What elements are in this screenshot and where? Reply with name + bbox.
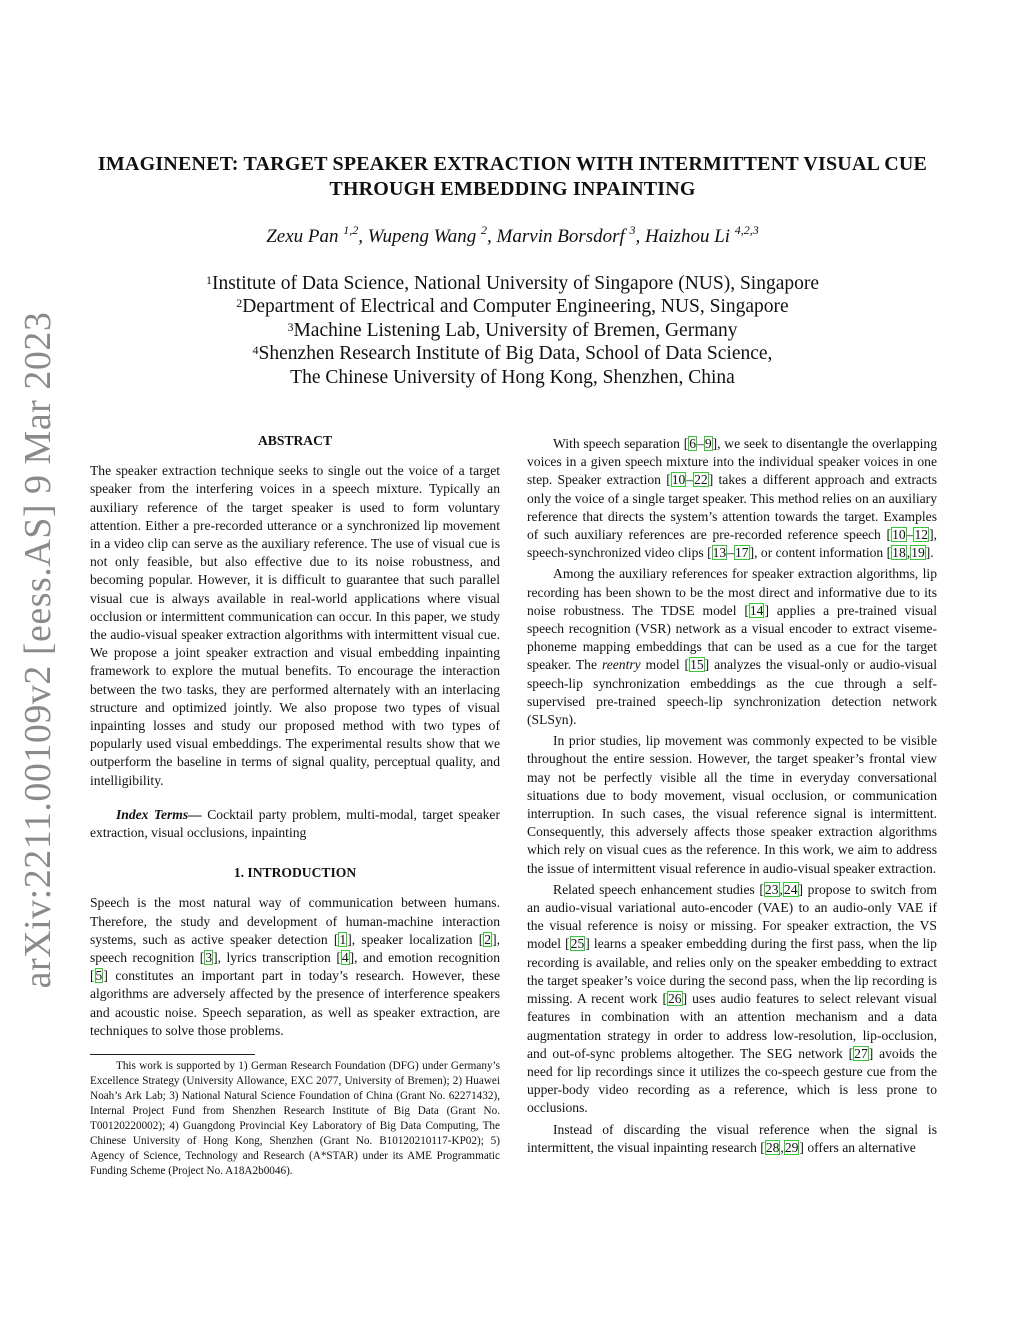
affiliation-text: The Chinese University of Hong Kong, Shenzhen, China (290, 366, 735, 388)
abstract-text: The speaker extraction technique seeks to single out the voice of a target speaker from the interfering voices in a speech mixture. Typically an auxiliary reference of the target speaker is used to form voluntary attention. Either a pre-recorded utterance or a synchronized lip movement in a video clip can serve as the auxiliary reference. The use of visual cue is not only feasible, but also effective due to its noise robustness, and becoming popular. However, it is difficult to guarantee that such parallel visual cue is always available in real-world applications where visual occlusion or intermittent communication can occur. In this paper, we study the audio-visual speaker extraction algorithms with intermittent visual cue. We propose a joint speaker extraction and visual embedding inpainting framework to explore the mutual benefits. To encourage the interaction between the two tasks, they are performed alternately with an interlacing structure and optimized jointly. We also propose two types of visual inpainting losses and study our proposed method with two types of popularly used visual embeddings. The experimental results show that we outperform the baseline in terms of signal quality, perceptual quality, and intelligibility. (90, 463, 500, 788)
abstract-heading: ABSTRACT (257, 433, 333, 448)
author-name: Wupeng Wang (367, 226, 482, 247)
citation-link[interactable]: 25 (570, 936, 585, 952)
arxiv-watermark (0, 311, 75, 989)
affiliation-text: Department of Electrical and Computer Engineering, NUS, Singapore (242, 296, 789, 318)
citation-link[interactable]: 13 (712, 545, 727, 561)
intro-paragraph: Speech is the most natural way of communication between humans. Therefore, the study and development of human-machine interaction systems, such as active speaker detection [1], speaker localization [2], speech recognition [3], lyrics transcription [4], and emotion recognition [5] constitutes an important part in today’s research. However, these algorithms are adversely affected by the presence of interference speakers and acoustic noise. Speech separation, as well as speaker extraction, are techniques to solve those problems. (90, 895, 500, 1038)
citation-link[interactable]: 6 (689, 436, 697, 451)
intro-heading: 1. INTRODUCTION (233, 865, 357, 881)
footnote: This work is supported by 1) German Research Foundation (DFG) under Germany’s Excellence Strategy (University Allowance, EXC 2077, University of Bremen); 2) Huawei Noah’s Ark Lab; 3) National Natural Science Foundation of China (Grant No. 62271432), Internal Project Fund from Shenzhen Research Institute of Big Data (Grant No. T00120220002); 4) Guangdong Provincial Key Laboratory of Big Data Computing, The Chinese University of Hong Kong, Shenzhen (Grant No. B10120210117-KP02); 5) Agency of Science, Technology and Research (A*STAR) under its AME Programmatic Funding Scheme (Project No. A18A2b0046). (90, 1060, 500, 1178)
citation-link[interactable]: 14 (749, 602, 764, 618)
body-paragraph: Among the auxiliary references for speaker extraction algorithms, lip recording has been shown to be the most direct and informative due to its noise robustness. The TDSE model [14] applies a pre-trained visual speech recognition (VSR) network as a visual encoder to extract viseme-phoneme mapping embeddings that can be used as a cue for the target speaker. The reentry model [15] analyzes the visual-only or audio-visual speech-lip synchronization embeddings as the cue through a self-supervised pre-trained speech-lip synchronization detection network (SLSyn). (527, 566, 937, 728)
affiliation-marker: 4 (252, 343, 259, 358)
author-list: Zexu Pan $^{1,2}$, Wupeng Wang $^2$, Marvin Borsdorf $^3$, Haizhou Li $^{4,2,3}$ (266, 223, 759, 247)
author-affiliation-marker: 1,2 (343, 223, 359, 237)
emphasis-text: reentry (601, 657, 641, 673)
citation-link[interactable]: 27 (854, 1045, 868, 1061)
footnote-rule (90, 1054, 255, 1055)
citation-link[interactable]: 19 (911, 545, 925, 561)
body-paragraph: Instead of discarding the visual reference when the signal is intermittent, the visual inpainting research [28,29] offers an alternative (527, 1121, 937, 1155)
affiliation-line (90, 366, 935, 389)
affiliation-marker: 2 (236, 296, 243, 311)
citation-link[interactable]: 18 (892, 545, 906, 561)
author-name: Zexu Pan (266, 226, 344, 247)
citation-link[interactable]: 17 (734, 545, 749, 561)
citation-link[interactable]: 10 (671, 472, 686, 488)
affiliation-line (90, 272, 935, 295)
index-terms-label: Index Terms— (116, 806, 202, 822)
citation-link[interactable]: 5 (95, 968, 103, 984)
citation-link[interactable]: 28 (765, 1139, 780, 1155)
author-name: Haizhou Li (645, 226, 735, 247)
right-column (527, 432, 937, 1157)
citation-link[interactable]: 2 (484, 931, 492, 947)
body-paragraph: In prior studies, lip movement was commonly expected to be visible throughout the entire session. However, the target speaker’s frontal view may not be perfectly visible all the time in everyday conversational situations due to body movement, visual occlusion, or communication interruption. In such cases, the visual reference signal is intermittent. Consequently, this adversely affects those speaker extraction algorithms which rely on visual cues as the reference. In this work, we aim to address the issue of intermittent visual reference in audio-visual speaker extraction. (527, 733, 937, 876)
affiliation-line (90, 342, 935, 365)
affiliation-text: Institute of Data Science, National University of Singapore (NUS), Singapore (211, 273, 820, 294)
affiliation-text: Machine Listening Lab, University of Bremen, Germany (293, 319, 738, 341)
citation-link[interactable]: 4 (341, 950, 349, 966)
affiliation-list (90, 272, 935, 389)
author-affiliation-marker: 4,2,3 (734, 223, 759, 237)
title-line-1: IMAGINENET: TARGET SPEAKER EXTRACTION WITH INTERMITTENT VISUAL CUE (97, 153, 928, 175)
body-paragraph: Related speech enhancement studies [23,24] propose to switch from an audio-visual variational auto-encoder (VAE) to an audio-only VAE if the visual reference is noisy or missing. For speaker extraction, the VS model [25] learns a speaker embedding during the first pass, when the lip recording is available, and relies only on the speaker embedding to extract the target speaker’s voice during the second pass, when the lip recording is missing. A recent work [26] uses audio features to select relevant visual features in combination with an attention mechanism and a data augmentation strategy in order to address low-resolution, lip-occlusion, and out-of-sync problems altogether. The SEG network [27] avoids the need for lip recordings since it utilizes the co-speech gesture cue from the upper-body video recording as a reference, which is less prone to occlusions. (527, 881, 938, 1116)
paper-title (90, 152, 935, 202)
left-column (90, 432, 500, 1179)
author-affiliation-marker: 3 (629, 223, 636, 237)
citation-link[interactable]: 10 (892, 527, 906, 543)
author-affiliation-marker: 2 (481, 223, 488, 237)
affiliation-line (90, 295, 935, 318)
citation-link[interactable]: 22 (694, 472, 708, 488)
affiliation-line (90, 319, 935, 342)
citation-link[interactable]: 15 (690, 657, 704, 673)
arxiv-id: arXiv:2211.00109v2 [eess.AS] 9 Mar 2023 (17, 311, 59, 989)
affiliation-marker: 3 (287, 319, 294, 334)
citation-link[interactable]: 26 (667, 991, 682, 1007)
citation-link[interactable]: 9 (704, 436, 712, 451)
citation-link[interactable]: 24 (783, 881, 798, 897)
citation-link[interactable]: 1 (339, 931, 347, 947)
citation-link[interactable]: 3 (205, 950, 213, 966)
citation-link[interactable]: 12 (914, 527, 929, 543)
author-name: Marvin Borsdorf (496, 226, 630, 247)
affiliation-text: Shenzhen Research Institute of Big Data, School of Data Science, (258, 343, 773, 365)
title-line-2: THROUGH EMBEDDING INPAINTING (329, 178, 696, 200)
citation-link[interactable]: 29 (784, 1139, 799, 1155)
affiliation-marker: 1 (205, 273, 212, 287)
body-paragraph: With speech separation [6–9], we seek to disentangle the overlapping voices in a given speech mixture into the individual speaker voices in one step. Speaker extraction [10–22] takes a different approach and extracts only the voice of a single target speaker. This method relies on an auxiliary reference that directs the system’s attention towards the target. Examples of such auxiliary references are pre-recorded reference speech [10–12], speech-synchronized video clips [13–17], or content information [18,19]. (527, 436, 938, 561)
citation-link[interactable]: 23 (764, 881, 779, 897)
index-terms-text: Cocktail party problem, multi-modal, target speaker extraction, visual occlusions, inpainting (90, 806, 500, 841)
index-terms (90, 806, 500, 842)
